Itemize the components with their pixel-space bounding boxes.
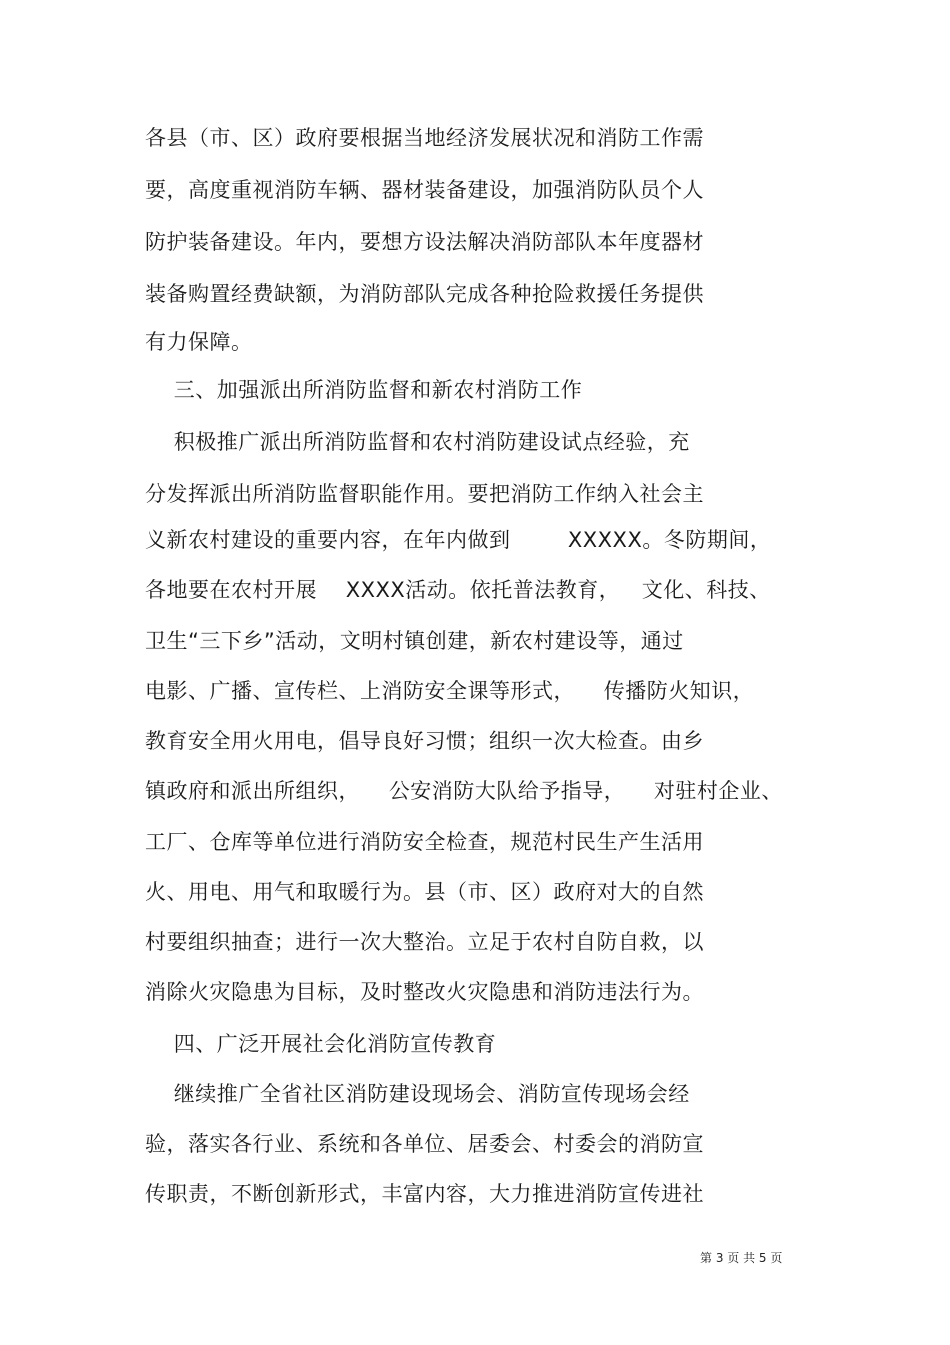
text-line: 镇政府和派出所组织， 公安消防大队给予指导， 对驻村企业、 <box>145 779 783 803</box>
text-line: 消除火灾隐患为目标，及时整改火灾隐患和消防违法行为。 <box>145 980 704 1004</box>
text-line: 继续推广全省社区消防建设现场会、消防宣传现场会经 <box>145 1082 690 1106</box>
text-line: 积极推广派出所消防监督和农村消防建设试点经验，充 <box>145 430 690 454</box>
text-line: 教育安全用火用电，倡导良好习惯；组织一次大检查。由乡 <box>145 729 704 753</box>
page-number: 第 3 页 共 5 页 <box>700 1251 783 1265</box>
text-line: 要，高度重视消防车辆、器材装备建设，加强消防队员个人 <box>145 178 704 202</box>
section-heading: 三、加强派出所消防监督和新农村消防工作 <box>145 378 583 402</box>
section-heading: 四、广泛开展社会化消防宣传教育 <box>145 1032 497 1056</box>
text-line: 传职责，不断创新形式，丰富内容，大力推进消防宣传进社 <box>145 1182 704 1206</box>
text-line: 卫生“三下乡”活动，文明村镇创建，新农村建设等，通过 <box>145 629 684 653</box>
text-line: 电影、广播、宣传栏、上消防安全课等形式， 传播防火知识， <box>145 679 755 703</box>
text-line: 有力保障。 <box>145 330 253 354</box>
text-line: 义新农村建设的重要内容，在年内做到 XXXXX。冬防期间， <box>145 528 772 552</box>
text-line: 工厂、仓库等单位进行消防安全检查，规范村民生产生活用 <box>145 830 704 854</box>
text-line: 防护装备建设。年内，要想方设法解决消防部队本年度器材 <box>145 230 704 254</box>
text-line: 装备购置经费缺额，为消防部队完成各种抢险救援任务提供 <box>145 282 704 306</box>
text-line: 各县（市、区）政府要根据当地经济发展状况和消防工作需 <box>145 126 704 150</box>
text-line: 村要组织抽查；进行一次大整治。立足于农村自防自救，以 <box>145 930 704 954</box>
text-line: 火、用电、用气和取暖行为。县（市、区）政府对大的自然 <box>145 880 704 904</box>
text-line: 分发挥派出所消防监督职能作用。要把消防工作纳入社会主 <box>145 482 704 506</box>
text-line: 验，落实各行业、系统和各单位、居委会、村委会的消防宣 <box>145 1132 704 1156</box>
text-line: 各地要在农村开展 XXXX活动。依托普法教育， 文化、科技、 <box>145 578 771 602</box>
